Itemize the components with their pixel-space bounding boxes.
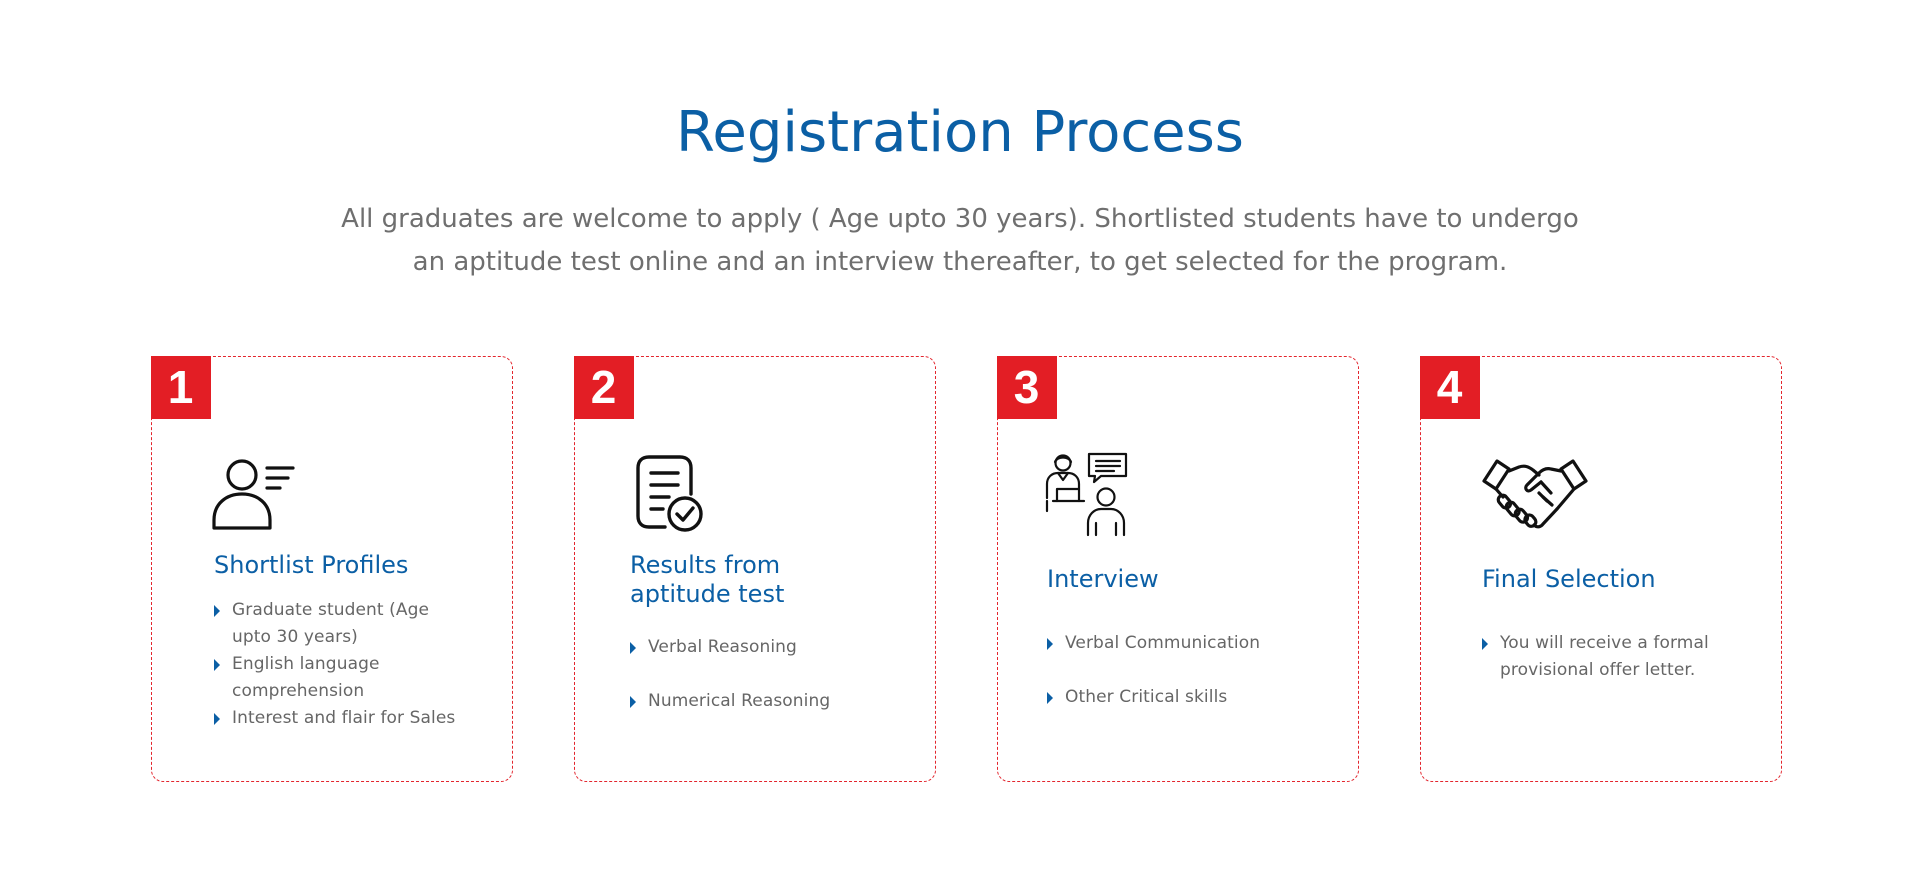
user-profile-icon <box>212 458 298 530</box>
list-item: You will receive a formal provisional offer letter. <box>1482 630 1772 684</box>
step-requirements-list <box>214 597 494 732</box>
step-requirements-list <box>1047 630 1337 711</box>
caret-right-icon <box>630 642 636 654</box>
handshake-icon <box>1481 455 1589 531</box>
caret-right-icon <box>214 605 220 617</box>
step-number-badge: 4 <box>1420 356 1480 419</box>
step-card-4 <box>1420 356 1782 782</box>
step-number-badge: 2 <box>574 356 634 419</box>
list-item: Verbal Reasoning <box>630 634 910 661</box>
list-item: Verbal Communication <box>1047 630 1337 657</box>
step-requirements-list <box>630 634 910 715</box>
caret-right-icon <box>1482 638 1488 650</box>
step-title: Final Selection <box>1482 565 1656 593</box>
step-number-badge: 1 <box>151 356 211 419</box>
caret-right-icon <box>214 713 220 725</box>
step-number-badge: 3 <box>997 356 1057 419</box>
document-check-icon <box>635 454 705 534</box>
list-item: Numerical Reasoning <box>630 688 910 715</box>
caret-right-icon <box>630 696 636 708</box>
step-card-2 <box>574 356 936 782</box>
caret-right-icon <box>1047 638 1053 650</box>
caret-right-icon <box>1047 692 1053 704</box>
subtitle-line-1: All graduates are welcome to apply ( Age upto 30 years). Shortlisted students have to undergo <box>341 204 1579 234</box>
caret-right-icon <box>214 659 220 671</box>
page-subtitle <box>280 198 1640 284</box>
interview-icon <box>1044 451 1130 537</box>
list-item: English language comprehension <box>214 651 494 705</box>
list-item: Graduate student (Age upto 30 years) <box>214 597 494 651</box>
step-title: Interview <box>1047 565 1159 593</box>
list-item: Other Critical skills <box>1047 684 1337 711</box>
step-requirements-list <box>1482 630 1772 684</box>
subtitle-line-2: an aptitude test online and an interview thereafter, to get selected for the program. <box>412 247 1508 277</box>
step-title: Results from aptitude test <box>630 551 785 608</box>
list-item: Interest and flair for Sales <box>214 705 494 732</box>
page-title: Registration Process <box>676 100 1244 165</box>
step-title: Shortlist Profiles <box>214 551 409 579</box>
step-card-3 <box>997 356 1359 782</box>
step-card-1 <box>151 356 513 782</box>
